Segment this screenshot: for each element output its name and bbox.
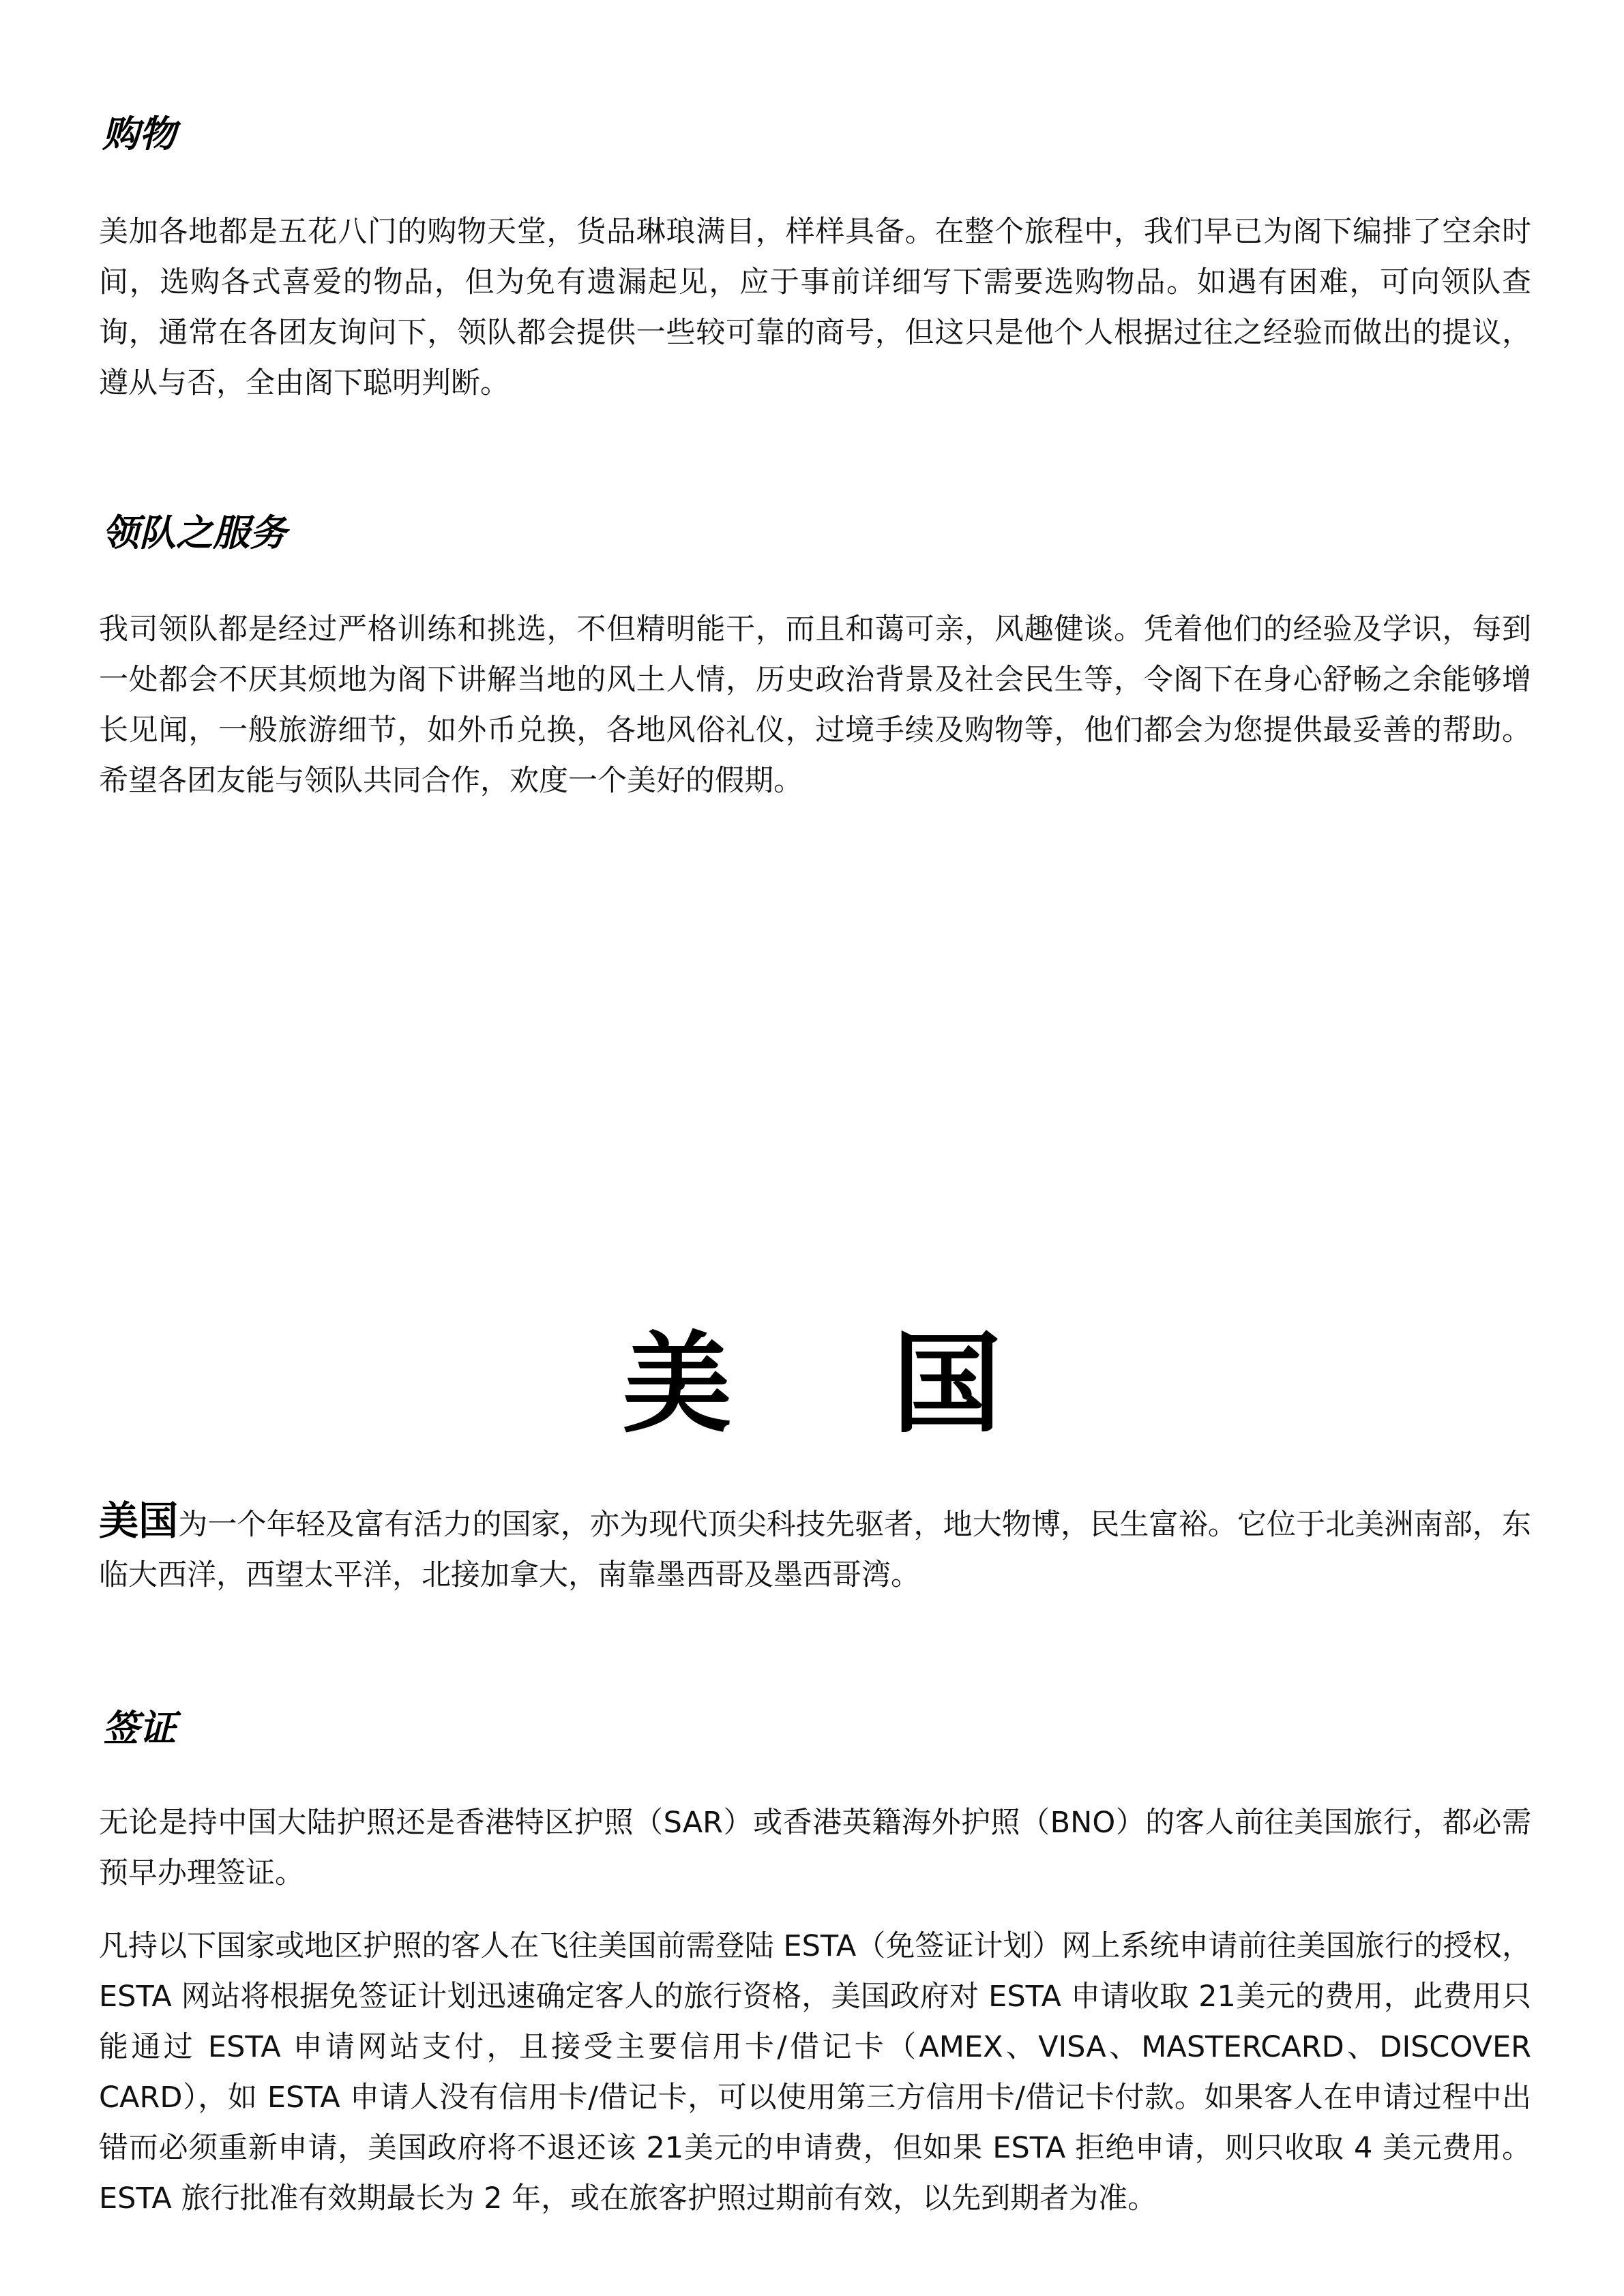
usa-intro-strong: 美国 xyxy=(99,1497,179,1544)
usa-intro-paragraph xyxy=(99,1495,1531,1600)
visa-heading: 签证 xyxy=(102,1707,176,1750)
usa-intro-text: 为一个年轻及富有活力的国家，亦为现代顶尖科技先驱者，地大物博，民生富裕。它位于北美洲南部，东临大西洋，西望太平洋，北接加拿大，南靠墨西哥及墨西哥湾。 xyxy=(99,1508,1531,1592)
tour-leader-heading: 领队之服务 xyxy=(102,511,286,554)
country-title: 美 国 xyxy=(622,1320,1063,1448)
tour-leader-paragraph: 我司领队都是经过严格训练和挑选，不但精明能干，而且和蔼可亲，风趣健谈。凭着他们的经验及学识，每到一处都会不厌其烦地为阁下讲解当地的风土人情，历史政治背景及社会民生等，令阁下在身心舒畅之余能够增长见闻，一般旅游细节，如外币兑换，各地风俗礼仪，过境手续及购物等，他们都会为您提供最妥善的帮助。希望各团友能与领队共同合作，欢度一个美好的假期。 xyxy=(99,612,1531,798)
shopping-heading: 购物 xyxy=(102,113,176,155)
shopping-paragraph: 美加各地都是五花八门的购物天堂，货品琳琅满目，样样具备。在整个旅程中，我们早已为阁下编排了空余时间，选购各式喜爱的物品，但为免有遗漏起见，应于事前详细写下需要选购物品。如遇有困难，可向领队查询，通常在各团友询问下，领队都会提供一些较可靠的商号，但这只是他个人根据过往之经验而做出的提议，遵从与否，全由阁下聪明判断。 xyxy=(99,215,1531,400)
visa-paragraph-2: 凡持以下国家或地区护照的客人在飞往美国前需登陆 ESTA（免签证计划）网上系统申请前往美国旅行的授权，ESTA 网站将根据免签证计划迅速确定客人的旅行资格，美国政府对 ESTA 申请收取 21美元的费用，此费用只能通过 ESTA 申请网站支付，且接受主要信用卡/借记卡（AMEX、VISA、MASTERCARD、DISCOVER CARD），如 ESTA 申请人没有信用卡/借记卡，可以使用第三方信用卡/借记卡付款。如果客人在申请过程中出错而必须重新申请，美国政府将不退还该 21美元的申请费，但如果 ESTA 拒绝申请，则只收取 4 美元费用。ESTA 旅行批准有效期最长为 2 年，或在旅客护照过期前有效，以先到期者为准。 xyxy=(99,1929,1531,2216)
visa-paragraph-1: 无论是持中国大陆护照还是香港特区护照（SAR）或香港英籍海外护照（BNO）的客人前往美国旅行，都必需预早办理签证。 xyxy=(99,1806,1531,1890)
